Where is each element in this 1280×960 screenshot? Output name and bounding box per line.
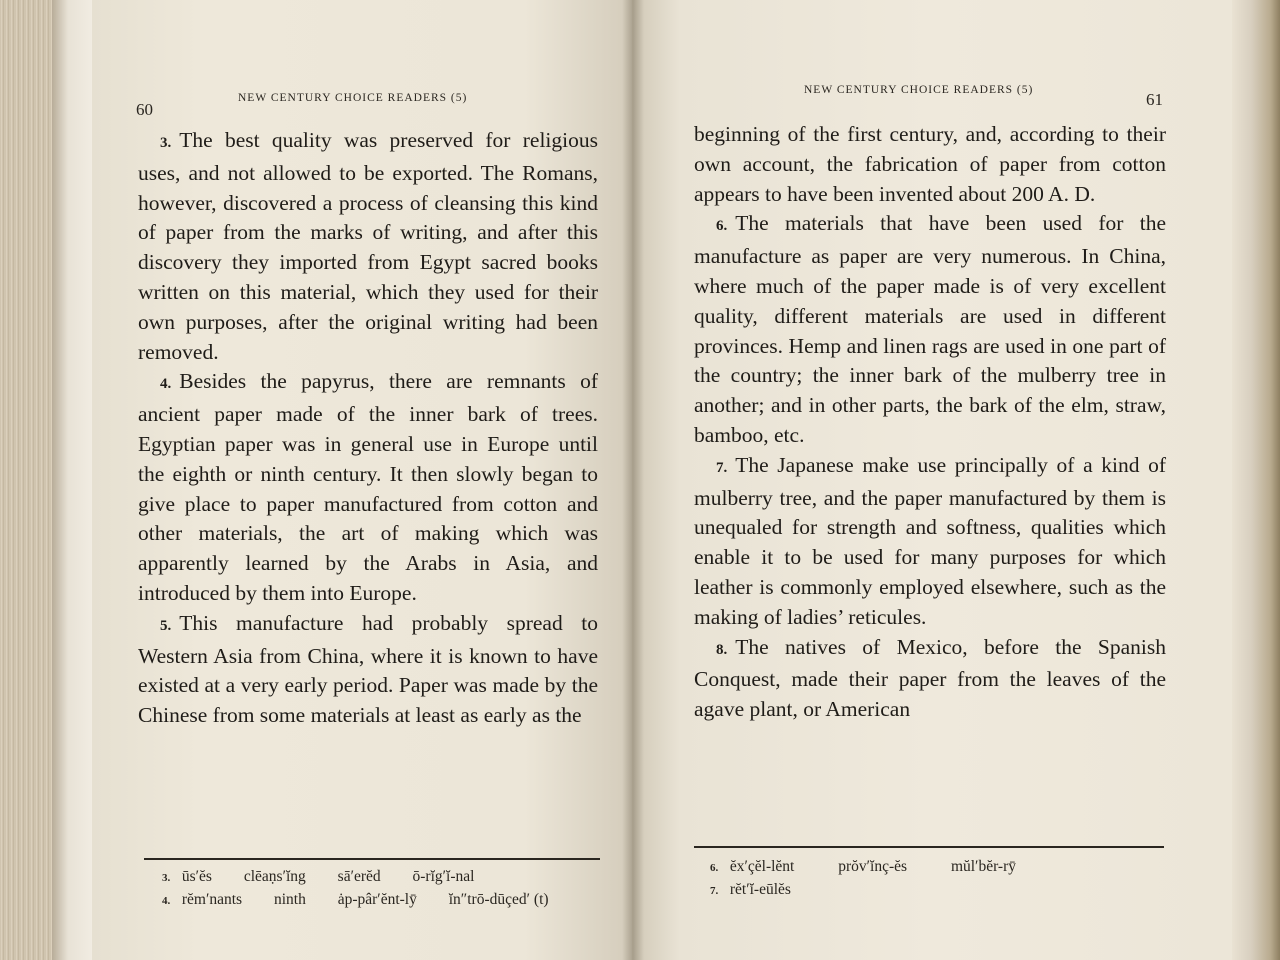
page-number-right: 61 <box>1146 90 1163 109</box>
paragraph-number: 7. <box>716 459 728 476</box>
note-word: ĭn″trō-dūçed′ (t) <box>448 891 549 908</box>
book-gutter <box>622 0 644 960</box>
book-page-edges <box>0 0 52 960</box>
note-word: ȧp-pâr′ĕnt-lȳ <box>337 891 417 908</box>
paragraph-text: The materials that have been used for the manufacture as paper are very numerous. In China, where much of the paper made is of very excellent quality, different materials are used in different provinces. Hemp and linen rags are used in one part of the country; the inner bark of the mulberry tree in another; and in other parts, the bark of the elm, straw, bamboo, etc. <box>694 211 1166 447</box>
right-body-text <box>694 120 1166 725</box>
paragraph-8 <box>694 633 1166 725</box>
pronunciation-notes-right <box>710 856 1044 902</box>
paragraph-7 <box>694 451 1166 633</box>
note-word: sā′erĕd <box>337 868 381 885</box>
note-word: ninth <box>273 891 306 908</box>
paragraph-number: 3. <box>160 135 172 151</box>
note-word: rĕm′nants <box>181 891 243 908</box>
paragraph-text: The Japanese make use principally of a kind of mulberry tree, and the paper manufactured by them is unequaled for strength and softness, qualities which enable it to be used for many purposes for which leather is commonly employed elsewhere, such as the making of ladies’ reticules. <box>694 452 1166 629</box>
page-number-left: 60 <box>136 100 153 119</box>
paragraph-number: 6. <box>716 218 728 235</box>
note-row-4 <box>162 889 577 912</box>
paragraph-3 <box>138 126 598 367</box>
paragraph-number: 5. <box>160 617 172 634</box>
continuation-text: beginning of the first century, and, according to their own account, the fabrication of paper from cotton appears to have been invented about 200 A. D. <box>694 122 1166 206</box>
left-page <box>92 0 632 960</box>
note-word: mŭl′bĕr-rȳ <box>950 858 1016 875</box>
note-word: clēaṇs′ĭng <box>243 868 306 885</box>
pronunciation-notes-left <box>162 866 577 912</box>
note-word: ūs′ĕs <box>181 868 212 885</box>
book-right-edge <box>1232 0 1280 960</box>
note-word: prŏv′ĭnç-ĕs <box>838 858 908 875</box>
note-row-7 <box>710 879 1044 902</box>
note-word: rĕt′ĭ-eūlĕs <box>729 881 791 898</box>
note-word: ĕx′çĕl-lĕnt <box>729 858 795 875</box>
note-word: ō-rĭg′ĭ-nal <box>412 868 475 885</box>
running-head-left: NEW CENTURY CHOICE READERS (5) <box>238 92 468 104</box>
paragraph-number: 8. <box>716 641 728 658</box>
paragraph-text: This manufacture had probably spread to Western Asia from China, where it is known to have existed at a very early period. Paper was made by the Chinese from some materials at least as early as the <box>138 610 598 728</box>
paragraph-text: The natives of Mexico, before the Spanish Conquest, made their paper from the leaves of the agave plant, or American <box>694 634 1166 722</box>
paragraph-4 <box>138 367 598 608</box>
right-page <box>632 0 1232 960</box>
note-number: 6. <box>710 862 719 874</box>
footnote-rule-right <box>694 846 1164 848</box>
running-head-right: NEW CENTURY CHOICE READERS (5) <box>804 84 1034 96</box>
paragraph-text: Besides the papyrus, there are remnants of ancient paper made of the inner bark of trees. Egyptian paper was in general use in Europe until the eighth or ninth century. It then slowly began to give place to paper manufactured from cotton and other materials, the art of making which was apparently learned by the Arabs in Asia, and introduced by them into Europe. <box>138 369 598 605</box>
paragraph-number: 4. <box>160 376 172 393</box>
paragraph-6 <box>694 209 1166 450</box>
note-number: 7. <box>710 885 719 897</box>
left-body-text <box>138 126 598 731</box>
footnote-rule-left <box>144 858 600 860</box>
note-number: 3. <box>162 872 171 884</box>
note-row-6 <box>710 856 1044 879</box>
note-number: 4. <box>162 895 171 907</box>
book-cover-edge <box>52 0 92 960</box>
paragraph-5 <box>138 609 598 731</box>
note-row-3 <box>162 866 577 889</box>
paragraph-text: The best quality was preserved for religious uses, and not allowed to be exported. The Romans, however, discovered a process of cleansing this kind of paper from the marks of writing, and after this discovery they imported from Egypt sacred books written on this material, which they used for their own purposes, after the original writing had been removed. <box>138 128 598 364</box>
